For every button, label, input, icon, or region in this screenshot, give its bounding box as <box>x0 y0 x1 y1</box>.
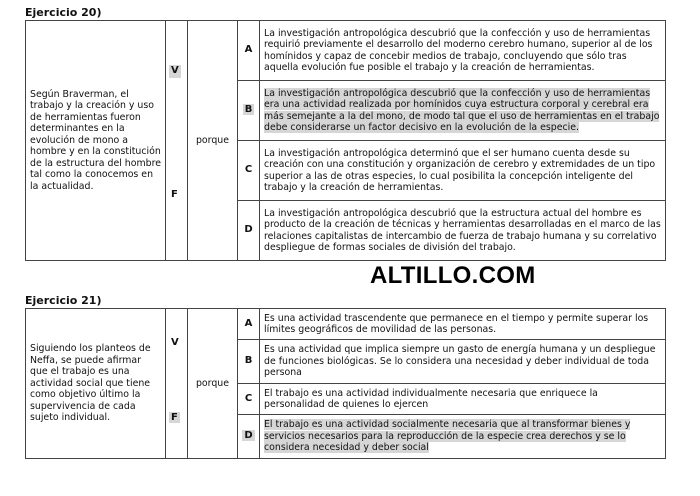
exercise-21-letter-d: D <box>244 430 253 442</box>
exercise-21-table <box>25 308 666 459</box>
exercise-21-f-cell[interactable] <box>166 384 188 459</box>
exercise-21-v-cell[interactable] <box>166 309 188 384</box>
exercise-20-f: F <box>171 188 178 200</box>
exercise-21-option-c[interactable]: El trabajo es una actividad individualmente necesaria que enriquece la personalidad de quienes lo ejercen <box>260 384 666 415</box>
exercise-20-letter-b: B <box>244 104 253 116</box>
exercise-21-statement: Siguiendo los planteos de Neffa, se puede afirmar que el trabajo es una actividad social que tiene como objetivo último la supervivencia de cada sujeto individual. <box>26 309 166 459</box>
exercise-21-letter-c[interactable]: C <box>238 384 260 415</box>
exercise-21-option-b[interactable]: Es una actividad que implica siempre un gasto de energía humana y un despliegue de funciones biológicas. Se lo considera una necesidad y deber individual de toda persona <box>260 340 666 384</box>
exercise-20-v-cell[interactable] <box>166 21 188 141</box>
exercise-20-letter-c[interactable]: C <box>238 141 260 201</box>
exercise-21-v: V <box>171 337 179 349</box>
exercise-20-option-b: La investigación antropológica descubrió que la confección y uso de herramientas era una actividad realizada por homínidos cuya estructura corporal y cerebral era más semejante a la del mono, de modo tal que el uso de herramientas en el trabajo debe considerarse un factor decisivo en la evolución de la especie. <box>264 87 660 133</box>
exercise-20-option-d[interactable]: La investigación antropológica descubrió que la estructura actual del hombre es producto de la creación de técnicas y herramientas desarrolladas en el marco de las relaciones capitalistas de intercambio de fuerza de trabajo humana y su correlativo despliegue de formas sociales de división del trabajo. <box>260 201 666 261</box>
exercise-20-table <box>25 20 666 261</box>
exercise-20-letter-a[interactable]: A <box>238 21 260 81</box>
exercise-20-option-c[interactable]: La investigación antropológica determinó que el ser humano cuenta desde su creación con una constitución y organización de cerebro y extremidades de un tipo superior a las de otras especies, lo cual posibilita la concepción inteligente del trabajo y la creación de herramientas. <box>260 141 666 201</box>
exercise-20-f-cell[interactable] <box>166 141 188 261</box>
exercise-21-f: F <box>171 411 178 423</box>
exercise-20-v: V <box>171 65 179 77</box>
watermark: ALTILLO.COM <box>370 262 536 289</box>
exercise-20-letter-d[interactable]: D <box>238 201 260 261</box>
exercise-20-letter-b-cell[interactable] <box>238 81 260 141</box>
exercise-20-option-b-cell[interactable] <box>260 81 666 141</box>
exercise-21-option-d: El trabajo es una actividad socialmente necesaria que al transformar bienes y servicios necesarios para la reproducción de la especie crea derechos y se lo considera necesidad y deber social <box>264 419 631 454</box>
exercise-21-porque: porque <box>188 309 238 459</box>
exercise-21-option-d-cell[interactable] <box>260 415 666 459</box>
exercise-21-option-a[interactable]: Es una actividad trascendente que permanece en el tiempo y permite superar los límites geográficos de movilidad de las personas. <box>260 309 666 340</box>
exercise-20-statement: Según Braverman, el trabajo y la creación y uso de herramientas fueron determinantes en la evolución de mono a hombre y en la constitución de la estructura del hombre tal como la conocemos en la actualidad. <box>26 21 166 261</box>
exercise-21-letter-d-cell[interactable] <box>238 415 260 459</box>
exercise-20-option-a[interactable]: La investigación antropológica descubrió que la confección y uso de herramientas requirió previamente el desarrollo del moderno cerebro humano, superior al de los homínidos y capaz de concebir medios de trabajo, concluyendo que sólo tras aquella evolución fue posible el trabajo y la creación de herramientas. <box>260 21 666 81</box>
exercise-20-porque: porque <box>188 21 238 261</box>
exercise-21-letter-b[interactable]: B <box>238 340 260 384</box>
exercise-20-title: Ejercicio 20) <box>25 6 102 19</box>
exercise-21-title: Ejercicio 21) <box>25 294 102 307</box>
exercise-21-letter-a[interactable]: A <box>238 309 260 340</box>
